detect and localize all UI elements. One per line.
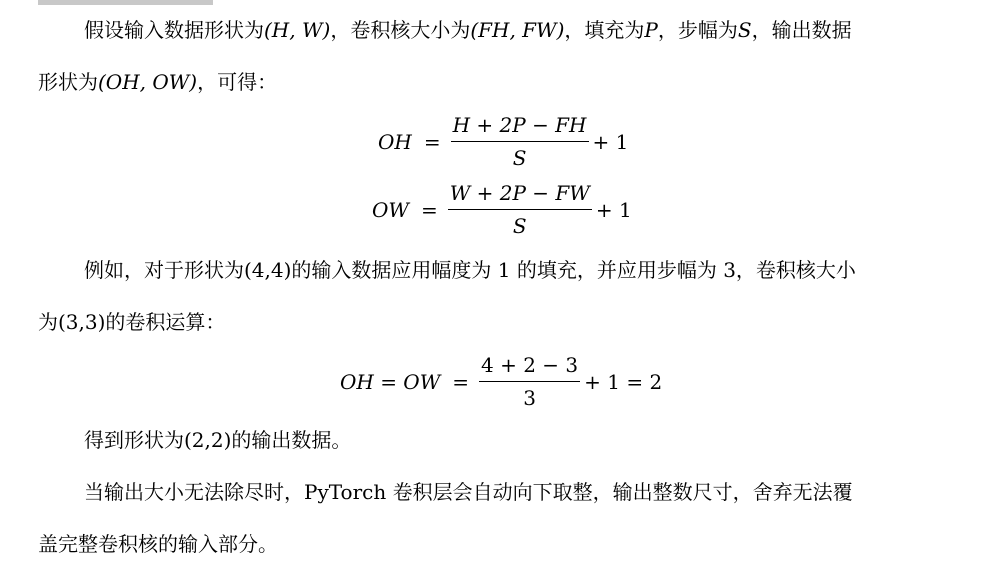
fraction	[448, 180, 592, 239]
text-segment: ，输出数据	[751, 18, 852, 42]
text-segment: ，填充为	[564, 18, 645, 42]
math-inline-padding: P	[644, 18, 658, 42]
text-segment: 假设输入数据形状为	[84, 18, 264, 42]
paragraph-input-shape-line2	[38, 56, 958, 108]
fraction-numerator: W + 2P − FW	[448, 180, 592, 210]
equals-sign: =	[423, 129, 441, 154]
text-segment: 当输出大小无法除尽时，PyTorch 卷积层会自动向下取整，输出整数尺寸，舍弃无法覆	[84, 480, 853, 504]
formula-example	[340, 352, 662, 411]
text-segment: 得到形状为(2,2)的输出数据。	[84, 428, 352, 452]
paragraph-pytorch-note-line2	[38, 518, 958, 570]
fraction-numerator: 4 + 2 − 3	[479, 352, 580, 382]
fraction-denominator: S	[512, 146, 527, 170]
equals-sign: =	[420, 197, 438, 222]
fraction-numerator: H + 2P − FH	[451, 112, 589, 142]
equals-sign: =	[452, 369, 470, 394]
math-inline-output-shape: (OH, OW)	[98, 70, 198, 94]
formula-lhs: OW	[372, 197, 409, 222]
paragraph-example	[38, 244, 958, 296]
fraction	[479, 352, 580, 411]
text-segment: 形状为	[38, 70, 98, 94]
text-segment: 为(3,3)的卷积运算：	[38, 310, 226, 334]
fraction-denominator: S	[512, 214, 527, 238]
math-inline-input-shape: (H, W)	[264, 18, 331, 42]
formula-tail: + 1	[595, 197, 632, 222]
text-segment: ，卷积核大小为	[330, 18, 471, 42]
formula-tail: + 1 = 2	[584, 369, 663, 394]
paragraph-example-line2	[38, 296, 958, 348]
text-segment: ，步幅为	[657, 18, 738, 42]
formula-lhs: OH	[378, 129, 412, 154]
formula-tail: + 1	[592, 129, 629, 154]
math-inline-stride: S	[737, 18, 752, 42]
paragraph-result	[38, 414, 958, 466]
fraction-denominator: 3	[523, 386, 536, 410]
formula-lhs: OH = OW	[340, 369, 441, 394]
text-segment: ，可得：	[197, 70, 278, 94]
text-segment: 例如，对于形状为(4,4)的输入数据应用幅度为 1 的填充，并应用步幅为 3，卷积核大小	[84, 258, 856, 282]
formula-ow	[372, 180, 632, 239]
formula-oh	[378, 112, 628, 171]
paragraph-input-shape	[38, 4, 958, 56]
fraction	[451, 112, 589, 171]
math-inline-kernel-size: (FH, FW)	[470, 18, 565, 42]
text-segment: 盖完整卷积核的输入部分。	[38, 532, 278, 556]
paragraph-pytorch-note	[38, 466, 958, 518]
